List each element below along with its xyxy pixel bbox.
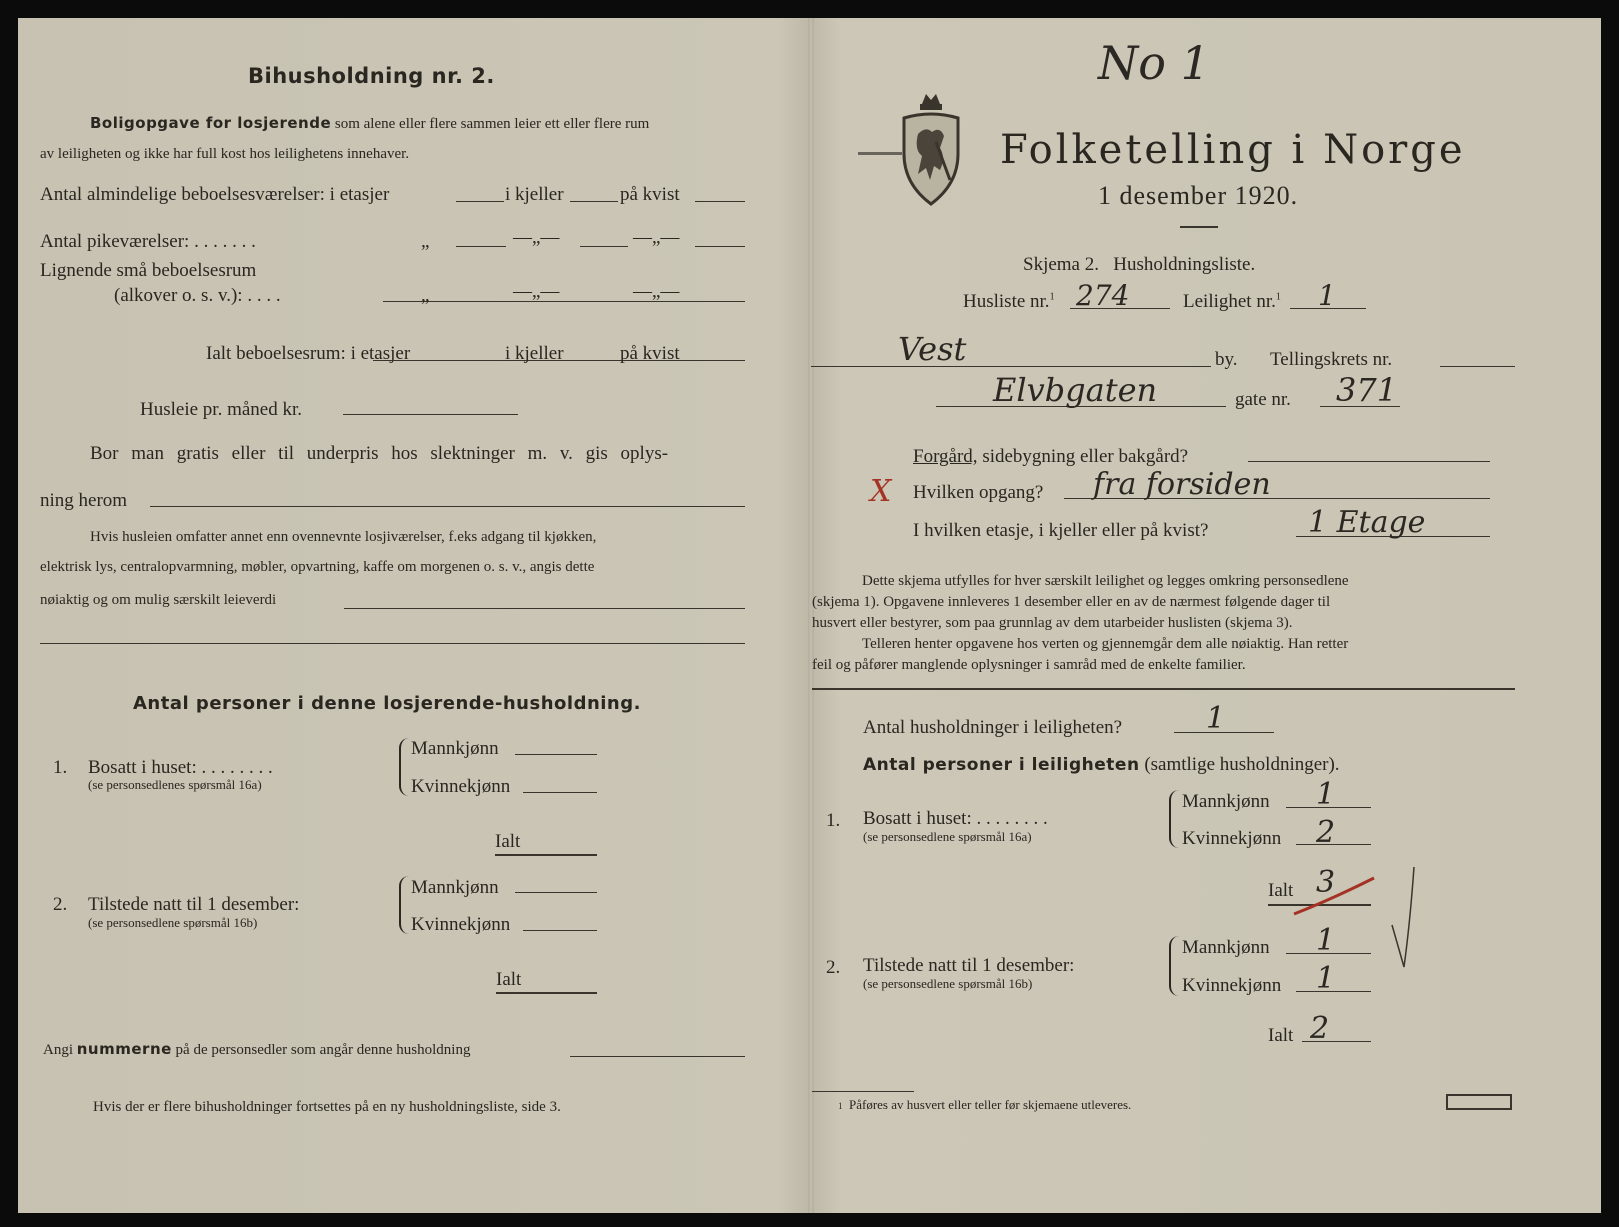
right-bosatt-brace — [1169, 790, 1179, 848]
field-pike-kjeller[interactable] — [580, 246, 628, 247]
right-tilstede: Tilstede natt til 1 desember: — [863, 955, 1075, 976]
intro-line-2: av leiligheten og ikke har full kost hos leilighetens innehaver. — [40, 146, 410, 162]
field-alm-kvist[interactable] — [695, 201, 745, 202]
printer-stamp-icon — [1446, 1094, 1512, 1110]
info-line-1: Dette skjema utfylles for hver særskilt leilighet og legges omkring personsedlene — [862, 573, 1349, 589]
right-tilstede-ialt: Ialt — [1268, 1025, 1294, 1046]
hw-number: No 1 — [1098, 36, 1210, 90]
info-line-5: feil og påfører manglende oplysninger i samråd med de enkelte familier. — [812, 657, 1246, 673]
field-ning-herom[interactable] — [150, 506, 745, 507]
right-bosatt-num: 1. — [826, 810, 841, 831]
left-tilstede-brace — [399, 876, 409, 934]
label-ning-herom: ning herom — [40, 490, 128, 511]
hw-tilstede-mann: 1 — [1316, 923, 1336, 958]
field-husleie[interactable] — [343, 414, 518, 415]
hw-bosatt-ialt: 3 — [1316, 865, 1336, 900]
info-line-3: husvert eller bestyrer, som paa grunnlag av dem utarbeider huslisten (skjema 3). — [812, 615, 1293, 631]
angi-line — [43, 1042, 470, 1058]
field-left-tilstede-mann[interactable] — [515, 892, 597, 893]
ditto-dash: —„— — [633, 281, 680, 302]
label-husliste: Husliste nr.$^1$ — [963, 291, 1055, 312]
census-sheet — [18, 18, 1601, 1213]
field-tellingskrets[interactable] — [1440, 366, 1515, 367]
left-tilstede-mann: Mannkjønn — [411, 877, 499, 898]
left-bosatt-num: 1. — [53, 757, 68, 778]
label-forgard — [913, 447, 1188, 466]
label-by: by. — [1215, 349, 1238, 370]
footnote: 1 Påføres av husvert eller teller før skjemaene utleveres. — [838, 1097, 1132, 1112]
left-tilstede-num: 2. — [53, 894, 68, 915]
field-leieverdi-2[interactable] — [40, 643, 745, 644]
coat-of-arms-lion-icon — [900, 92, 962, 208]
left-bosatt-brace — [399, 738, 409, 796]
right-tilstede-sub: (se personsedlene spørsmål 16b) — [863, 976, 1033, 991]
hw-bosatt-kvinne: 2 — [1316, 815, 1336, 850]
left-tilstede-sub: (se personsedlene spørsmål 16b) — [88, 915, 258, 930]
hvis-line-1: Hvis husleien omfatter annet enn ovennevnte losjiværelser, f.eks adgang til kjøkken, — [90, 529, 597, 545]
hw-leilighet: 1 — [1318, 279, 1336, 312]
hvis-line-2: elektrisk lys, centralopvarmning, møbler, opvartning, kaffe om morgenen o. s. v., angis dette — [40, 559, 595, 575]
field-lignende-line[interactable] — [383, 301, 745, 302]
ditto-mark: „ — [421, 231, 430, 252]
right-tilstede-mann: Mannkjønn — [1182, 937, 1270, 958]
hw-gate: Elvbgaten — [993, 371, 1158, 409]
angi-bold: nummerne — [76, 1040, 172, 1058]
left-tilstede: Tilstede natt til 1 desember: — [88, 894, 300, 915]
footnote-rule — [812, 1091, 914, 1092]
left-bosatt-ialt: Ialt — [495, 831, 521, 852]
hw-opgang: fra forsiden — [1093, 467, 1271, 502]
red-strike-mark — [1290, 865, 1380, 918]
label-etasje: I hvilken etasje, i kjeller eller på kvist? — [913, 520, 1209, 541]
intro-rest: som alene eller flere sammen leier ett eller flere rum — [334, 116, 650, 132]
right-bosatt-kvinne: Kvinnekjønn — [1182, 828, 1282, 849]
ditto-dash: —„— — [513, 227, 560, 248]
ditto-dash: —„— — [633, 227, 680, 248]
hw-etasje: 1 Etage — [1308, 505, 1426, 540]
field-pike-etasjer[interactable] — [456, 246, 506, 247]
label-pike: Antal pikeværelser: . . . . . . . — [40, 231, 256, 252]
field-left-bosatt-ialt[interactable] — [495, 854, 597, 856]
left-bosatt-sub: (se personsedlenes spørsmål 16a) — [88, 777, 262, 792]
hw-gate-nr: 371 — [1336, 371, 1398, 409]
label-kvist-1: på kvist — [620, 184, 680, 205]
label-kjeller-2: i kjeller — [505, 343, 564, 364]
flere-note: Hvis der er flere bihusholdninger fortsettes på en ny husholdningsliste, side 3. — [93, 1099, 561, 1115]
right-date: 1 desember 1920. — [1098, 181, 1299, 210]
label-antal-hush: Antal husholdninger i leiligheten? — [863, 717, 1123, 738]
label-antal-pers — [863, 755, 1340, 774]
hw-tilstede-ialt: 2 — [1310, 1011, 1330, 1046]
label-antal-alm: Antal almindelige beboelsesværelser: i etasjer — [40, 184, 390, 205]
left-bosatt-mann: Mannkjønn — [411, 738, 499, 759]
emblem-dash — [858, 152, 902, 155]
hw-antal-hush: 1 — [1206, 701, 1226, 736]
field-left-tilstede-ialt[interactable] — [496, 992, 597, 994]
label-lignende-1: Lignende små beboelsesrum — [40, 260, 257, 281]
field-leieverdi[interactable] — [344, 608, 745, 609]
field-left-bosatt-kvinne[interactable] — [523, 792, 597, 793]
hw-tilstede-kvinne: 1 — [1316, 961, 1336, 996]
angi-rest: på de personsedler som angår denne husholdning — [175, 1042, 471, 1058]
field-left-bosatt-mann[interactable] — [515, 754, 597, 755]
label-leilighet: Leilighet nr.$^1$ — [1183, 291, 1281, 312]
label-gate: gate nr. — [1235, 389, 1291, 410]
forgard-underlined: Forgård, — [913, 446, 978, 467]
field-alm-etasjer[interactable] — [456, 201, 504, 202]
field-by[interactable] — [811, 366, 1211, 367]
hw-bosatt-mann: 1 — [1316, 777, 1336, 812]
hw-husliste: 274 — [1076, 279, 1130, 312]
left-antal-personer: Antal personer i denne losjerende-husholdning. — [133, 693, 641, 714]
info-line-4: Telleren henter opgavene hos verten og gjennemgår dem alle nøiaktig. Han retter — [862, 636, 1349, 652]
label-kvist-2: på kvist — [620, 343, 680, 364]
right-tilstede-kvinne: Kvinnekjønn — [1182, 975, 1282, 996]
field-alm-kjeller[interactable] — [570, 201, 618, 202]
info-rule — [812, 688, 1515, 690]
left-bosatt: Bosatt i huset: . . . . . . . . — [88, 757, 273, 778]
right-bosatt: Bosatt i huset: . . . . . . . . — [863, 808, 1048, 829]
skjema-label: Skjema 2. Husholdningsliste. — [1023, 254, 1256, 275]
intro-line-1 — [90, 116, 649, 132]
right-title: Folketelling i Norge — [1000, 127, 1466, 173]
right-bosatt-sub: (se personsedlene spørsmål 16a) — [863, 829, 1032, 844]
intro-bold: Boligopgave for losjerende — [90, 114, 332, 132]
left-tilstede-kvinne: Kvinnekjønn — [411, 914, 511, 935]
label-husleie: Husleie pr. måned kr. — [140, 399, 302, 420]
right-tilstede-num: 2. — [826, 957, 841, 978]
angi-pre: Angi — [43, 1042, 73, 1058]
field-pike-kvist[interactable] — [695, 246, 745, 247]
ditto-mark: „ — [421, 285, 430, 306]
right-bosatt-ialt: Ialt — [1268, 880, 1294, 901]
info-line-2: (skjema 1). Opgavene innleveres 1 desember eller en av de nærmest følgende dager til — [812, 594, 1331, 610]
label-ialt-rum: Ialt beboelsesrum: i etasjer — [206, 343, 411, 364]
left-bosatt-kvinne: Kvinnekjønn — [411, 776, 511, 797]
label-kjeller-1: i kjeller — [505, 184, 564, 205]
check-mark-tick — [1390, 863, 1420, 973]
label-opgang: Hvilken opgang? — [913, 482, 1044, 503]
left-tilstede-ialt: Ialt — [496, 969, 522, 990]
antal-pers-bold: Antal personer i leiligheten — [863, 755, 1140, 775]
field-left-tilstede-kvinne[interactable] — [523, 930, 597, 931]
label-tellingskrets: Tellingskrets nr. — [1270, 349, 1393, 370]
field-forgard[interactable] — [1248, 461, 1490, 462]
field-angi[interactable] — [570, 1056, 745, 1057]
hvis-line-3: nøiaktig og om mulig særskilt leieverdi — [40, 592, 277, 608]
label-bor-man: Bor man gratis eller til underpris hos slektninger m. v. gis oplys- — [90, 443, 669, 464]
forgard-rest: sidebygning eller bakgård? — [982, 446, 1189, 467]
red-x-mark: X — [870, 474, 892, 509]
antal-pers-rest: (samtlige husholdninger). — [1144, 754, 1340, 775]
left-title: Bihusholdning nr. 2. — [248, 64, 495, 88]
right-bosatt-mann: Mannkjønn — [1182, 791, 1270, 812]
hw-by: Vest — [898, 330, 967, 368]
label-lignende-2: (alkover o. s. v.): . . . . — [114, 285, 281, 306]
right-tilstede-brace — [1169, 936, 1179, 996]
ditto-dash: —„— — [513, 281, 560, 302]
title-rule — [1180, 226, 1218, 228]
